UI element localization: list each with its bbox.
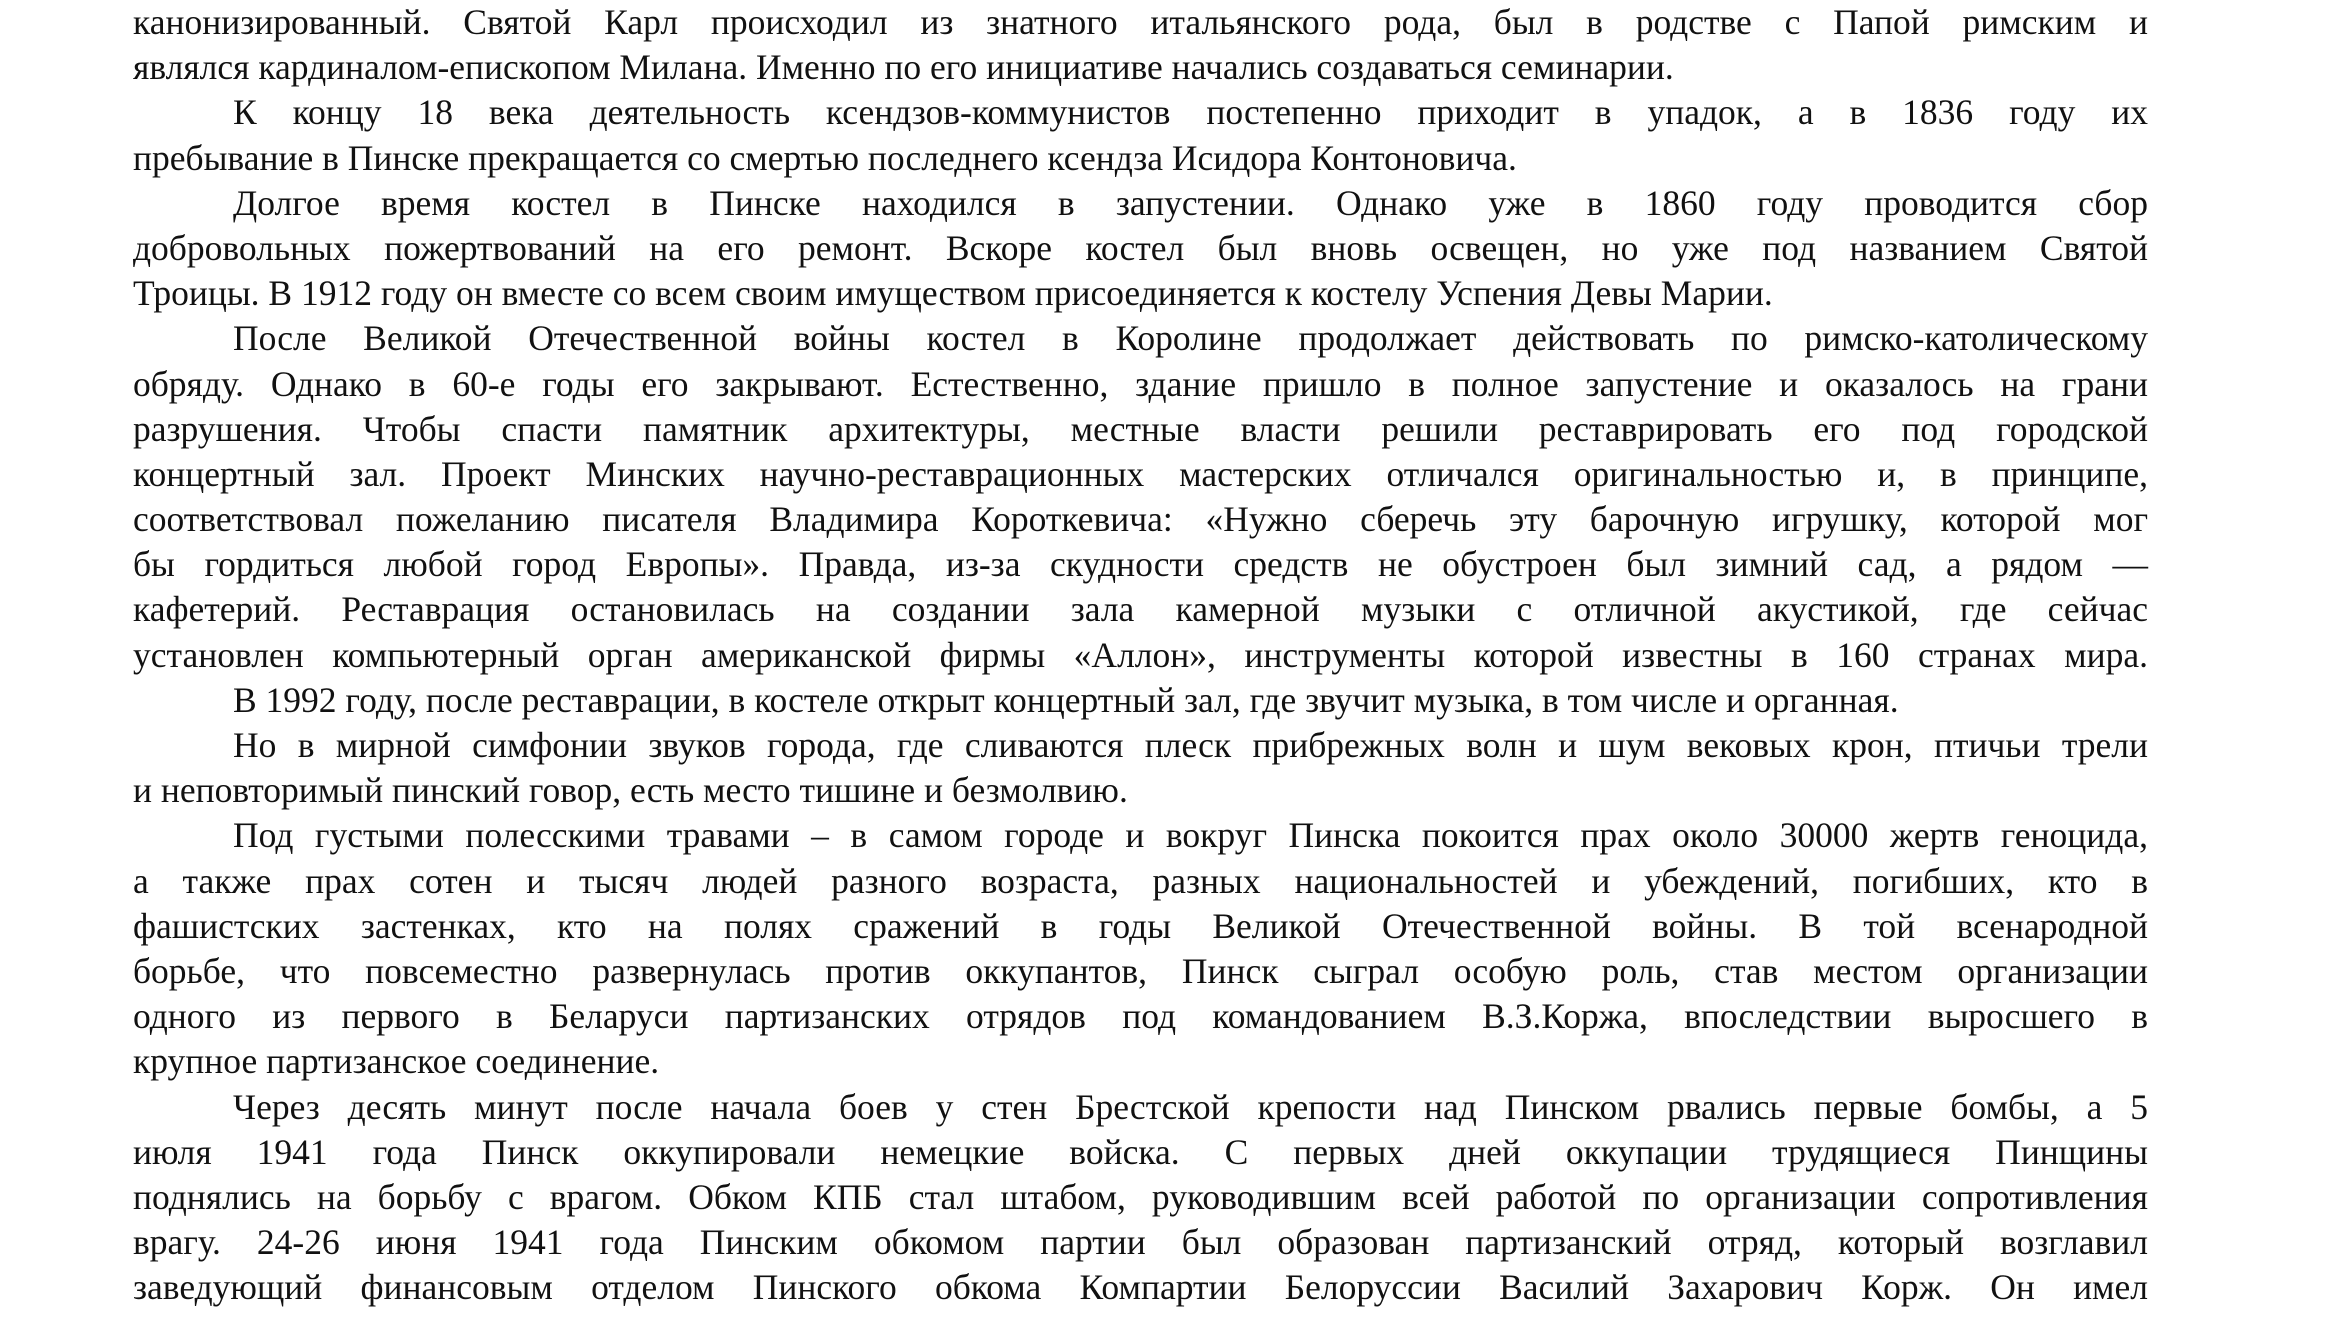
paragraph — [133, 723, 2148, 813]
text-line: кафетерий. Реставрация остановилась на создании зала камерной музыки с отличной акустикой, где сейчас — [133, 589, 2148, 630]
paragraph — [133, 1085, 2148, 1311]
text-line: заведующий финансовым отделом Пинского обкома Компартии Белоруссии Василий Захарович Корж. Он имел — [133, 1267, 2148, 1308]
text-line: установлен компьютерный орган американской фирмы «Аллон», инструменты которой известны в 160 странах мира. — [133, 634, 2148, 675]
paragraph — [133, 678, 2148, 723]
text-line: фашистских застенках, кто на полях сражений в годы Великой Отечественной войны. В той всенародной — [133, 905, 2148, 946]
text-line: обряду. Однако в 60-е годы его закрывают. Естественно, здание пришло в полное запустение и оказалось на грани — [133, 363, 2148, 404]
text-line: пребывание в Пинске прекращается со смертью последнего ксендза Исидора Контоновича. — [133, 137, 1517, 178]
text-line: крупное партизанское соединение. — [133, 1041, 660, 1082]
paragraph — [133, 316, 2148, 678]
text-line: июля 1941 года Пинск оккупировали немецкие войска. С первых дней оккупации трудящиеся Пинщины — [133, 1131, 2148, 1172]
paragraph — [133, 0, 2148, 90]
document-page — [133, 0, 2148, 1310]
paragraph — [133, 90, 2148, 180]
text-line: добровольных пожертвований на его ремонт. Вскоре костел был вновь освещен, но уже под названием Святой — [133, 227, 2148, 268]
text-line: Долгое время костел в Пинске находился в запустении. Однако уже в 1860 году проводится сбор — [233, 182, 2148, 223]
text-line: Но в мирной симфонии звуков города, где сливаются плеск прибрежных волн и шум вековых крон, птичьи трели — [233, 725, 2148, 765]
text-line: а также прах сотен и тысяч людей разного возраста, разных национальностей и убеждений, погибших, кто в — [133, 860, 2148, 901]
text-line: являлся кардиналом-епископом Милана. Именно по его инициативе начались создаваться семинарии. — [133, 47, 1674, 88]
text-line: К концу 18 века деятельность ксендзов-коммунистов постепенно приходит в упадок, а в 1836 году их — [233, 92, 2148, 133]
text-line: После Великой Отечественной войны костел в Королине продолжает действовать по римско-католическому — [233, 318, 2148, 359]
text-line: концертный зал. Проект Минских научно-реставрационных мастерских отличался оригинальностью и, в принципе, — [133, 453, 2148, 494]
paragraph — [133, 813, 2148, 1084]
text-line: и неповторимый пинский говор, есть место тишине и безмолвию. — [133, 770, 1128, 811]
text-line: разрушения. Чтобы спасти памятник архитектуры, местные власти решили реставрировать его под городской — [133, 408, 2148, 449]
text-line: бы гордиться любой город Европы». Правда, из-за скудности средств не обустроен был зимний сад, а рядом — — [133, 544, 2148, 585]
text-line: борьбе, что повсеместно развернулась против оккупантов, Пинск сыграл особую роль, став местом организации — [133, 950, 2148, 991]
text-line: поднялись на борьбу с врагом. Обком КПБ стал штабом, руководившим всей работой по организации сопротивления — [133, 1176, 2148, 1217]
text-line: Троицы. В 1912 году он вместе со всем своим имуществом присоединяется к костелу Успения Девы Марии. — [133, 273, 1773, 314]
text-line: одного из первого в Беларуси партизанских отрядов под командованием В.З.Коржа, впоследствии выросшего в — [133, 996, 2148, 1037]
text-line: Под густыми полесскими травами – в самом городе и вокруг Пинска покоится прах около 30000 жертв геноцида, — [233, 815, 2148, 856]
text-line: соответствовал пожеланию писателя Владимира Короткевича: «Нужно сберечь эту барочную игрушку, которой мог — [133, 499, 2148, 540]
paragraph — [133, 181, 2148, 317]
text-line: Через десять минут после начала боев у стен Брестской крепости над Пинском рвались первые бомбы, а 5 — [233, 1086, 2148, 1127]
text-line: канонизированный. Святой Карл происходил из знатного итальянского рода, был в родстве с Папой римским и — [133, 2, 2148, 42]
text-line: В 1992 году, после реставрации, в костеле открыт концертный зал, где звучит музыка, в том числе и органная. — [233, 679, 1899, 720]
text-line: врагу. 24-26 июня 1941 года Пинским обкомом партии был образован партизанский отряд, который возглавил — [133, 1222, 2148, 1263]
